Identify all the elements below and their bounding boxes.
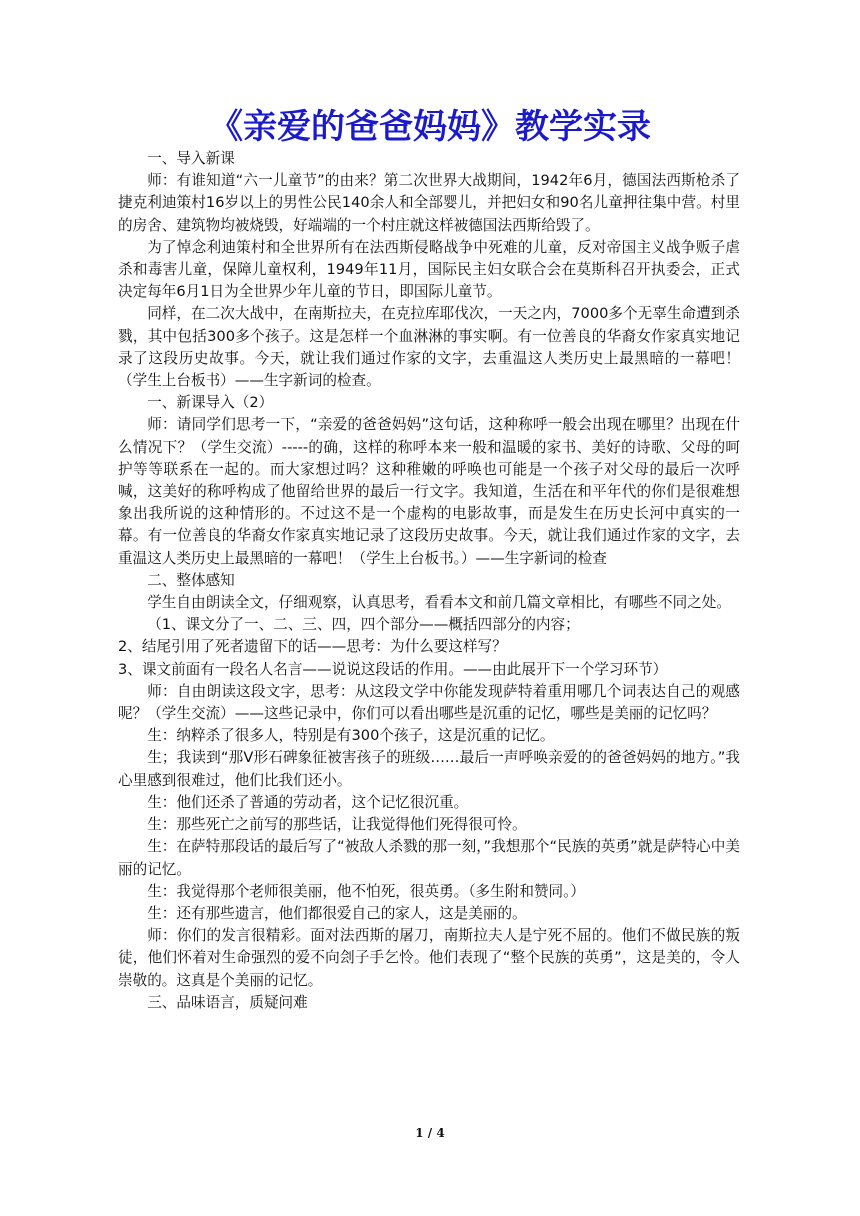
paragraph: 师：你们的发言很精彩。面对法西斯的屠刀，南斯拉夫人是宁死不屈的。他们不做民族的叛徒，他们怀着对生命强烈的爱不向刽子手乞怜。他们表现了“整个民族的英勇”，这是美的，令人崇敬的。这真是个美丽的记忆。 bbox=[118, 927, 740, 989]
section-heading: 三、品味语言，质疑问难 bbox=[147, 993, 308, 1011]
paragraph: 生：我觉得那个老师很美丽，他不怕死，很英勇。（多生附和赞同。） bbox=[147, 882, 585, 900]
paragraph: 为了悼念利迪策村和全世界所有在法西斯侵略战争中死难的儿童，反对帝国主义战争贩子虐杀和毒害儿童，保障儿童权利，1949年11月，国际民主妇女联合会在莫斯科召开执委会，正式决定每年6月1日为全世界少年儿童的节日，即国际儿童节。 bbox=[118, 238, 740, 301]
paragraph: 生：他们还杀了普通的劳动者，这个记忆很沉重。 bbox=[147, 793, 469, 811]
paragraph: 3、课文前面有一段名人名言——说说这段话的作用。——由此展开下一个学习环节） bbox=[118, 660, 668, 678]
paragraph: 生：纳粹杀了很多人，特别是有300个孩子，这是沉重的记忆。 bbox=[147, 727, 555, 745]
section-heading: 一、新课导入（2） bbox=[147, 394, 274, 412]
document-body bbox=[118, 148, 740, 1014]
paragraph: 生：在萨特那段话的最后写了“被敌人杀戮的那一刻，”我想那个“民族的英勇”就是萨特心中美丽的记忆。 bbox=[118, 838, 740, 878]
paragraph: 2、结尾引用了死者遗留下的话——思考：为什么要这样写？ bbox=[118, 638, 507, 656]
paragraph: 师：自由朗读这段文字，思考：从这段文学中你能发现萨特着重用哪几个词表达自己的观感呢？（学生交流）——这些记录中，你们可以看出哪些是沉重的记忆，哪些是美丽的记忆吗？ bbox=[118, 682, 740, 723]
section-heading: 一、导入新课 bbox=[147, 150, 235, 167]
paragraph: 生：那些死亡之前写的那些话，让我觉得他们死得很可怜。 bbox=[147, 816, 527, 834]
paragraph: （1、课文分了一、二、三、四，四个部分——概括四部分的内容； bbox=[147, 616, 580, 634]
paragraph: 师：请同学们思考一下，“亲爱的爸爸妈妈”这句话，这种称呼一般会出现在哪里？出现在什么情况下？（学生交流）-----的确，这样的称呼本来一般和温暖的家书、美好的诗歌、父母的呵护等等联系在一起的。而大家想过吗？这种稚嫩的呼唤也可能是一个孩子对父母的最后一次呼喊，这美好的称呼构成了他留给世界的最后一行文字。我知道，生活在和平年代的你们是很难想象出我所说的这种情形的。不过这不是一个虚构的电影故事，而是发生在历史长河中真实的一幕。有一位善良的华裔女作家真实地记录了这段历史故事。今天，就让我们通过作家的文字，去重温这人类历史上最黑暗的一幕吧！（学生上台板书。）——生字新词的检查 bbox=[118, 416, 740, 567]
paragraph: 生；我读到“那V形石碑象征被害孩子的班级……最后一声呼唤亲爱的的爸爸妈妈的地方。”我心里感到很难过，他们比我们还小。 bbox=[118, 749, 740, 789]
paragraph: 师：有谁知道“六一儿童节”的由来？第二次世界大战期间，1942年6月，德国法西斯枪杀了捷克利迪策村16岁以上的男性公民140余人和全部婴儿，并把妇女和90名儿童押往集中营。村里的房舍、建筑物均被烧毁，好端端的一个村庄就这样被德国法西斯给毁了。 bbox=[118, 172, 740, 234]
paragraph: 同样，在二次大战中，在南斯拉夫，在克拉库耶伐次，一天之内，7000多个无辜生命遭到杀戮，其中包括300多个孩子。这是怎样一个血淋淋的事实啊。有一位善良的华裔女作家真实地记录了这段历史故事。今天，就让我们通过作家的文字，去重温这人类历史上最黑暗的一幕吧！ （学生上台板书）——生字新词的检查。 bbox=[118, 305, 740, 390]
document-title: 《亲爱的爸爸妈妈》教学实录 bbox=[209, 107, 651, 147]
section-heading: 二、整体感知 bbox=[147, 571, 235, 589]
paragraph: 生：还有那些遗言，他们都很爱自己的家人，这是美丽的。 bbox=[147, 904, 527, 922]
paragraph: 学生自由朗读全文，仔细观察，认真思考，看看本文和前几篇文章相比，有哪些不同之处。 bbox=[147, 594, 731, 612]
page-number: 1 / 4 bbox=[415, 1126, 445, 1140]
